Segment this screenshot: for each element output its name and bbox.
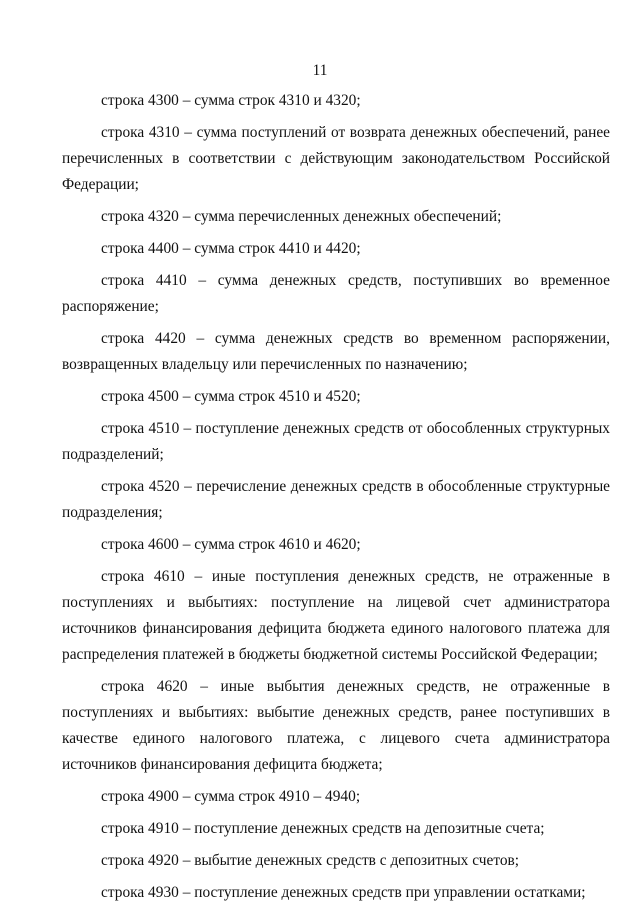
paragraph-line-4500: строка 4500 – сумма строк 4510 и 4520;	[101, 388, 361, 405]
paragraph-line-4930: строка 4930 – поступление денежных средств при управлении остатками;	[101, 884, 586, 901]
paragraph-line-4320: строка 4320 – сумма перечисленных денежных обеспечений;	[101, 208, 502, 225]
paragraph-line-4420: строка 4420 – сумма денежных средств во временном распоряжении, возвращенных владельцу или перечисленных по назначению;	[62, 330, 610, 373]
paragraph-line-4920: строка 4920 – выбытие денежных средств с депозитных счетов;	[101, 852, 520, 869]
document-body	[62, 88, 610, 912]
paragraph-line-4610: строка 4610 – иные поступления денежных средств, не отраженные в поступлениях и выбытиях: поступление на лицевой счет администратора источников финансирования дефицита бюджета единого налогового платежа для распределения платежей в бюджеты бюджетной системы Российской Федерации;	[62, 568, 610, 663]
paragraph-line-4310: строка 4310 – сумма поступлений от возврата денежных обеспечений, ранее перечисленных в соответствии с действующим законодательством Российской Федерации;	[62, 124, 610, 193]
paragraph-line-4520: строка 4520 – перечисление денежных средств в обособленные структурные подразделения;	[62, 478, 610, 521]
page-number: 11	[312, 62, 328, 79]
paragraph-line-4410: строка 4410 – сумма денежных средств, поступивших во временное распоряжение;	[62, 272, 610, 315]
paragraph-line-4510: строка 4510 – поступление денежных средств от обособленных структурных подразделений;	[62, 420, 610, 463]
paragraph-line-4400: строка 4400 – сумма строк 4410 и 4420;	[101, 240, 361, 257]
paragraph-line-4900: строка 4900 – сумма строк 4910 – 4940;	[101, 788, 361, 805]
paragraph-line-4300: строка 4300 – сумма строк 4310 и 4320;	[101, 92, 361, 109]
paragraph-line-4600: строка 4600 – сумма строк 4610 и 4620;	[101, 536, 361, 553]
paragraph-line-4620: строка 4620 – иные выбытия денежных средств, не отраженные в поступлениях и выбытиях: выбытие денежных средств, ранее поступивших в качестве единого налогового платежа, с лицевого счета администратора источников финансирования дефицита бюджета;	[62, 678, 610, 773]
paragraph-line-4910: строка 4910 – поступление денежных средств на депозитные счета;	[101, 820, 545, 837]
